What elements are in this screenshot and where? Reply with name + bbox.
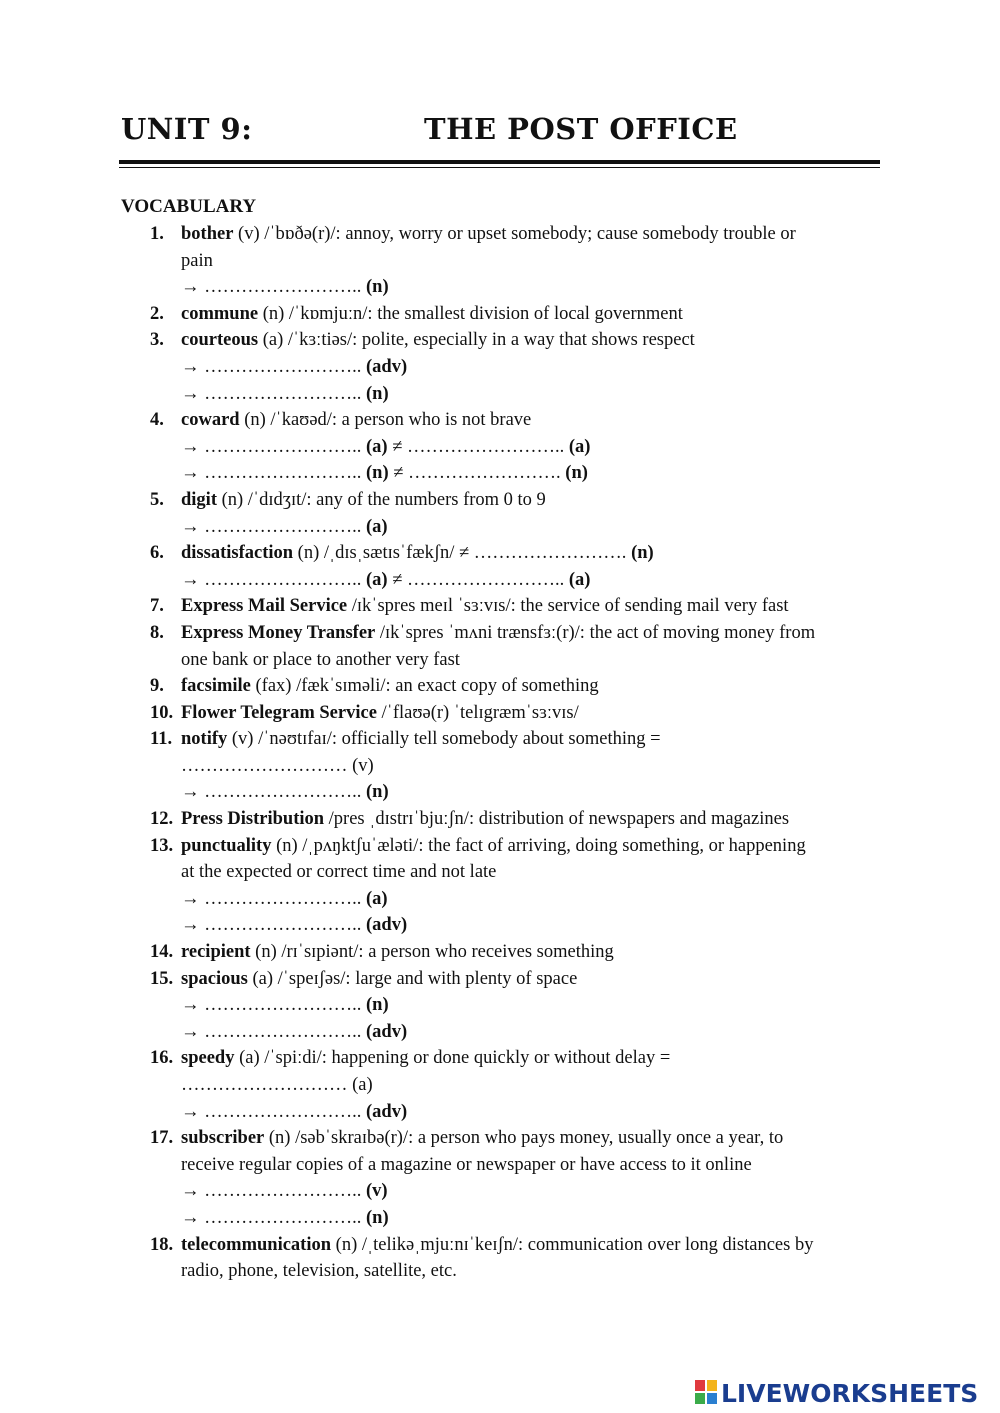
answer-blank[interactable]: → …………………….. — [181, 1021, 366, 1042]
word-form-label: (v) — [366, 1181, 388, 1202]
answer-blank[interactable]: → …………………….. — [181, 1101, 366, 1122]
entry-body — [181, 673, 890, 700]
entry-definition-line — [181, 939, 890, 966]
entry-definition: /ˈflaʊə(r) ˈtelɪgræmˈsɜːvɪs/ — [376, 702, 579, 723]
entry-body — [181, 833, 890, 939]
word-form-label: (n) — [366, 463, 389, 484]
entry-headword: Express Money Transfer — [181, 622, 376, 643]
answer-blank[interactable]: → …………………….. — [181, 436, 366, 457]
entry-number: 12. — [150, 809, 174, 830]
word-form-label: (adv) — [366, 1101, 408, 1122]
answer-blank[interactable]: → …………………….. — [181, 1207, 366, 1228]
answer-blank[interactable]: → …………………….. — [181, 383, 366, 404]
entry-definition-line — [181, 327, 890, 354]
entry-definition-continued: radio, phone, television, satellite, etc. — [181, 1261, 457, 1282]
fill-in-blank-line — [181, 1178, 890, 1205]
section-title: VOCABULARY — [121, 196, 257, 217]
entry-headword: dissatisfaction — [181, 543, 294, 564]
vocab-entry — [150, 540, 890, 593]
entry-headword: spacious — [181, 968, 248, 989]
fill-in-blank-line — [181, 274, 890, 301]
fill-in-blank-line — [181, 1205, 890, 1232]
entry-definition-line — [181, 301, 890, 328]
vocab-entry — [150, 1232, 890, 1285]
entry-headword: subscriber — [181, 1128, 265, 1149]
entry-definition-line — [181, 833, 890, 860]
entry-definition-line — [181, 540, 890, 567]
entry-body — [181, 620, 890, 673]
entry-body — [181, 726, 890, 806]
entry-number: 16. — [150, 1048, 174, 1069]
word-form-label: (n) — [366, 995, 389, 1016]
word-form-label: (n) — [366, 277, 389, 298]
fill-in-blank-line — [181, 1019, 890, 1046]
answer-blank[interactable]: → …………………….. — [181, 888, 366, 909]
entry-number: 2. — [150, 303, 164, 324]
entry-definition-line — [181, 487, 890, 514]
entry-number: 4. — [150, 410, 164, 431]
entry-headword: facsimile — [181, 676, 251, 697]
vocab-entry — [150, 1125, 890, 1231]
entry-definition-line — [181, 407, 890, 434]
entry-headword: Express Mail Service — [181, 596, 348, 617]
answer-blank[interactable]: → …………………….. — [181, 569, 366, 590]
vocab-entry — [150, 327, 890, 407]
entry-definition-line — [181, 1232, 890, 1259]
vocab-entry — [150, 806, 890, 833]
entry-body — [181, 966, 890, 1046]
vocab-entry — [150, 620, 890, 673]
entry-body — [181, 593, 890, 620]
answer-blank[interactable]: → …………………….. — [181, 782, 366, 803]
unit-number: UNIT 9: — [121, 112, 253, 146]
title-rule-thick — [119, 160, 880, 164]
vocabulary-list — [150, 221, 890, 1285]
unit-title — [121, 112, 881, 156]
fill-in-blank-line — [181, 354, 890, 381]
entry-definition-line — [181, 673, 890, 700]
fill-in-blank-line — [181, 992, 890, 1019]
answer-blank[interactable]: → …………………….. — [181, 463, 366, 484]
entry-number: 10. — [150, 702, 174, 723]
title-rule-thin — [119, 167, 880, 168]
word-form-label: (n) — [366, 1207, 389, 1228]
fill-in-blank-line — [181, 460, 890, 487]
word-form-label: (adv) — [366, 1021, 408, 1042]
footer-brand — [695, 1378, 978, 1408]
entry-number: 7. — [150, 596, 164, 617]
word-form-label: (n) — [565, 463, 588, 484]
answer-blank[interactable]: → …………………….. — [181, 356, 366, 377]
vocab-entry — [150, 407, 890, 487]
entry-definition: (n) /ˈdɪdʒɪt/: any of the numbers from 0 to 9 — [216, 489, 546, 510]
entry-headword: notify — [181, 729, 228, 750]
entry-definition: (fax) /fækˈsɪməli/: an exact copy of something — [250, 676, 599, 697]
entry-body — [181, 487, 890, 540]
vocab-entry — [150, 301, 890, 328]
fill-in-blank-line — [181, 1099, 890, 1126]
entry-headword: courteous — [181, 330, 259, 351]
word-form-label: (adv) — [366, 356, 408, 377]
entry-headword: Flower Telegram Service — [181, 702, 377, 723]
fill-in-blank-line — [181, 381, 890, 408]
entry-definition: /ɪkˈspres ˈmʌni trænsfɜː(r)/: the act of moving money from — [375, 622, 816, 643]
entry-definition-continued: at the expected or correct time and not late — [181, 862, 497, 883]
liveworksheets-logo-icon — [695, 1380, 719, 1406]
entry-definition: (n) /rɪˈsɪpiənt/: a person who receives something — [250, 942, 614, 963]
entry-number: 11. — [150, 729, 173, 750]
entry-number: 14. — [150, 942, 174, 963]
entry-number: 3. — [150, 330, 164, 351]
entry-headword: speedy — [181, 1048, 235, 1069]
entry-definition: /ɪkˈspres meɪl ˈsɜːvɪs/: the service of sending mail very fast — [347, 596, 789, 617]
vocab-entry — [150, 726, 890, 806]
entry-headword: bother — [181, 224, 234, 244]
answer-blank[interactable]: ≠ …………………….. — [387, 569, 569, 590]
entry-body — [181, 327, 890, 407]
entry-number: 1. — [150, 224, 164, 244]
vocab-entry — [150, 593, 890, 620]
entry-definition-continued: one bank or place to another very fast — [181, 649, 460, 670]
fill-in-blank-line — [181, 567, 890, 594]
vocab-entry — [150, 673, 890, 700]
entry-definition-line — [181, 620, 890, 647]
entry-number: 15. — [150, 968, 174, 989]
entry-number: 6. — [150, 543, 164, 564]
vocab-entry — [150, 221, 890, 301]
answer-blank[interactable]: → …………………….. — [181, 915, 366, 936]
entry-definition: (n) /ˌtelikəˌmjuːnɪˈkeɪʃn/: communication over long distances by — [331, 1234, 814, 1255]
answer-blank[interactable]: → …………………….. — [181, 1181, 366, 1202]
unit-topic: THE POST OFFICE — [424, 112, 738, 146]
entry-definition: (a) /ˈspiːdi/: happening or done quickly or without delay = — [234, 1048, 671, 1069]
entry-definition-continued: ……………………… (a) — [181, 1075, 373, 1095]
entry-definition: (n) /ˌdɪsˌsætɪsˈfækʃn/ ≠ ……………………. — [293, 543, 632, 564]
answer-blank[interactable]: ≠ ……………………. — [388, 463, 566, 484]
fill-in-blank-line — [181, 514, 890, 541]
word-form-label: (a) — [568, 436, 591, 457]
entry-definition-continued: pain — [181, 250, 213, 271]
answer-blank[interactable]: → …………………….. — [181, 995, 366, 1016]
entry-definition: (v) /ˈbɒðə(r)/: annoy, worry or upset somebody; cause somebody trouble or — [233, 224, 796, 244]
entry-body — [181, 700, 890, 727]
entry-definition-continued: receive regular copies of a magazine or newspaper or have access to it online — [181, 1154, 752, 1175]
answer-blank[interactable]: → …………………….. — [181, 516, 366, 537]
vocab-entry — [150, 939, 890, 966]
entry-definition: (n) /ˌpʌŋktʃuˈæləti/: the fact of arriving, doing something, or happening — [271, 835, 806, 856]
entry-body — [181, 301, 890, 328]
entry-number: 17. — [150, 1128, 174, 1149]
entry-number: 18. — [150, 1234, 174, 1255]
entry-body — [181, 221, 890, 301]
entry-definition: (a) /ˈspeɪʃəs/: large and with plenty of space — [247, 968, 578, 989]
entry-number: 5. — [150, 489, 164, 510]
entry-definition: (n) /ˈkɒmjuːn/: the smallest division of local government — [258, 303, 683, 324]
entry-definition-line — [181, 806, 890, 833]
entry-headword: telecommunication — [181, 1234, 332, 1255]
word-form-label: (a) — [366, 436, 388, 457]
word-form-label: (a) — [366, 516, 388, 537]
vocab-entry — [150, 487, 890, 540]
fill-in-blank-line — [181, 434, 890, 461]
entry-number: 8. — [150, 622, 164, 643]
entry-headword: Press Distribution — [181, 809, 325, 830]
fill-in-blank-line — [181, 886, 890, 913]
word-form-label: (n) — [366, 383, 389, 404]
entry-definition-line — [181, 1045, 890, 1072]
entry-headword: coward — [181, 410, 240, 431]
entry-definition: (v) /ˈnəʊtɪfaɪ/: officially tell somebody about something = — [227, 729, 661, 750]
entry-headword: commune — [181, 303, 259, 324]
entry-definition-continued: ……………………… (v) — [181, 755, 374, 776]
entry-definition-line — [181, 593, 890, 620]
answer-blank[interactable]: → …………………….. — [181, 277, 366, 298]
vocab-entry — [150, 1045, 890, 1125]
entry-definition-line — [181, 700, 890, 727]
fill-in-blank-line — [181, 912, 890, 939]
entry-definition-line — [181, 1125, 890, 1152]
entry-definition: (n) /ˈkaʊəd/: a person who is not brave — [239, 410, 532, 431]
brand-name: LIVEWORKSHEETS — [721, 1378, 979, 1408]
entry-number: 9. — [150, 676, 164, 697]
entry-headword: digit — [181, 489, 217, 510]
entry-body — [181, 1045, 890, 1125]
entry-definition: (a) /ˈkɜːtiəs/: polite, especially in a way that shows respect — [258, 330, 695, 351]
entry-definition-line — [181, 726, 890, 753]
word-form-label: (n) — [631, 543, 654, 564]
entry-definition-line — [181, 966, 890, 993]
entry-body — [181, 1232, 890, 1285]
entry-headword: punctuality — [181, 835, 272, 856]
vocab-entry — [150, 700, 890, 727]
vocab-entry — [150, 833, 890, 939]
word-form-label: (a) — [366, 569, 388, 590]
entry-headword: recipient — [181, 942, 251, 963]
word-form-label: (n) — [366, 782, 389, 803]
word-form-label: (a) — [366, 888, 388, 909]
entry-body — [181, 407, 890, 487]
entry-number: 13. — [150, 835, 174, 856]
fill-in-blank-line — [181, 779, 890, 806]
entry-definition-line — [181, 221, 890, 248]
vocab-entry — [150, 966, 890, 1046]
entry-definition: (n) /səbˈskraɪbə(r)/: a person who pays money, usually once a year, to — [264, 1128, 784, 1149]
entry-body — [181, 1125, 890, 1231]
word-form-label: (a) — [568, 569, 591, 590]
answer-blank[interactable]: ≠ …………………….. — [387, 436, 569, 457]
entry-body — [181, 939, 890, 966]
entry-body — [181, 806, 890, 833]
entry-body — [181, 540, 890, 593]
entry-definition: /pres ˌdɪstrɪˈbjuːʃn/: distribution of newspapers and magazines — [324, 809, 790, 830]
word-form-label: (adv) — [366, 915, 408, 936]
